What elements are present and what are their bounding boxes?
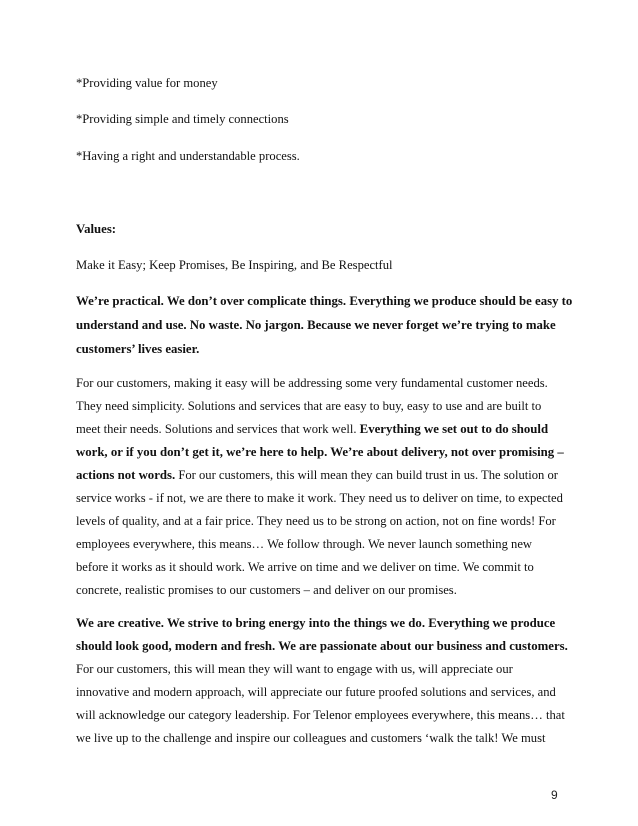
para2-line-6: service works - if not, we are there to make it work. They need us to deliver on time, to expected (76, 491, 563, 505)
para1-line-3: customers’ lives easier. (76, 342, 200, 356)
para2-line-8: employees everywhere, this means… We follow through. We never launch something new (76, 537, 533, 551)
para1-line-1: We’re practical. We don’t over complicate things. Everything we produce should be easy to (76, 294, 573, 308)
para2-line-5-normal: For our customers, this will mean they can build trust in us. The solution or (175, 468, 558, 482)
para3-line-3: For our customers, this will mean they will want to engage with us, will appreciate our (76, 662, 513, 676)
para3-line-6: we live up to the challenge and inspire our colleagues and customers ‘walk the talk! We must (76, 731, 546, 745)
values-list: Make it Easy; Keep Promises, Be Inspiring, and Be Respectful (76, 258, 393, 272)
para2-line-4: work, or if you don’t get it, we’re here to help. We’re about delivery, not over promising – (76, 445, 564, 459)
para2-line-2: They need simplicity. Solutions and services that are easy to buy, easy to use and are built to (76, 399, 542, 413)
para2-line-3-bold: Everything we set out to do should (359, 422, 549, 436)
para1-line-2: understand and use. No waste. No jargon. Because we never forget we’re trying to make (76, 318, 556, 332)
page-number: 9 (551, 788, 558, 802)
para3-line-1: We are creative. We strive to bring energy into the things we do. Everything we produce (76, 616, 556, 630)
para2-line-5 (76, 468, 558, 483)
para2-line-10: concrete, realistic promises to our customers – and deliver on our promises. (76, 583, 457, 597)
para2-line-9: before it works as it should work. We arrive on time and we deliver on time. We commit to (76, 560, 534, 574)
para3-line-2: should look good, modern and fresh. We are passionate about our business and customers. (76, 639, 568, 653)
para2-line-3-normal: meet their needs. Solutions and services that work well. (76, 422, 360, 436)
para2-line-3 (76, 422, 548, 437)
para2-line-5-bold: actions not words. (76, 468, 176, 482)
para2-line-1: For our customers, making it easy will be addressing some very fundamental customer needs. (76, 376, 548, 390)
para3-line-5: will acknowledge our category leadership. For Telenor employees everywhere, this means… that (76, 708, 565, 722)
bullet-value-for-money: *Providing value for money (76, 76, 218, 90)
para3-line-4: innovative and modern approach, will appreciate our future proofed solutions and services, and (76, 685, 556, 699)
values-heading: Values: (76, 222, 117, 236)
bullet-simple-timely-connections: *Providing simple and timely connections (76, 112, 289, 126)
bullet-understandable-process: *Having a right and understandable process. (76, 149, 300, 163)
para2-line-7: levels of quality, and at a fair price. They need us to be strong on action, not on fine words! For (76, 514, 556, 528)
